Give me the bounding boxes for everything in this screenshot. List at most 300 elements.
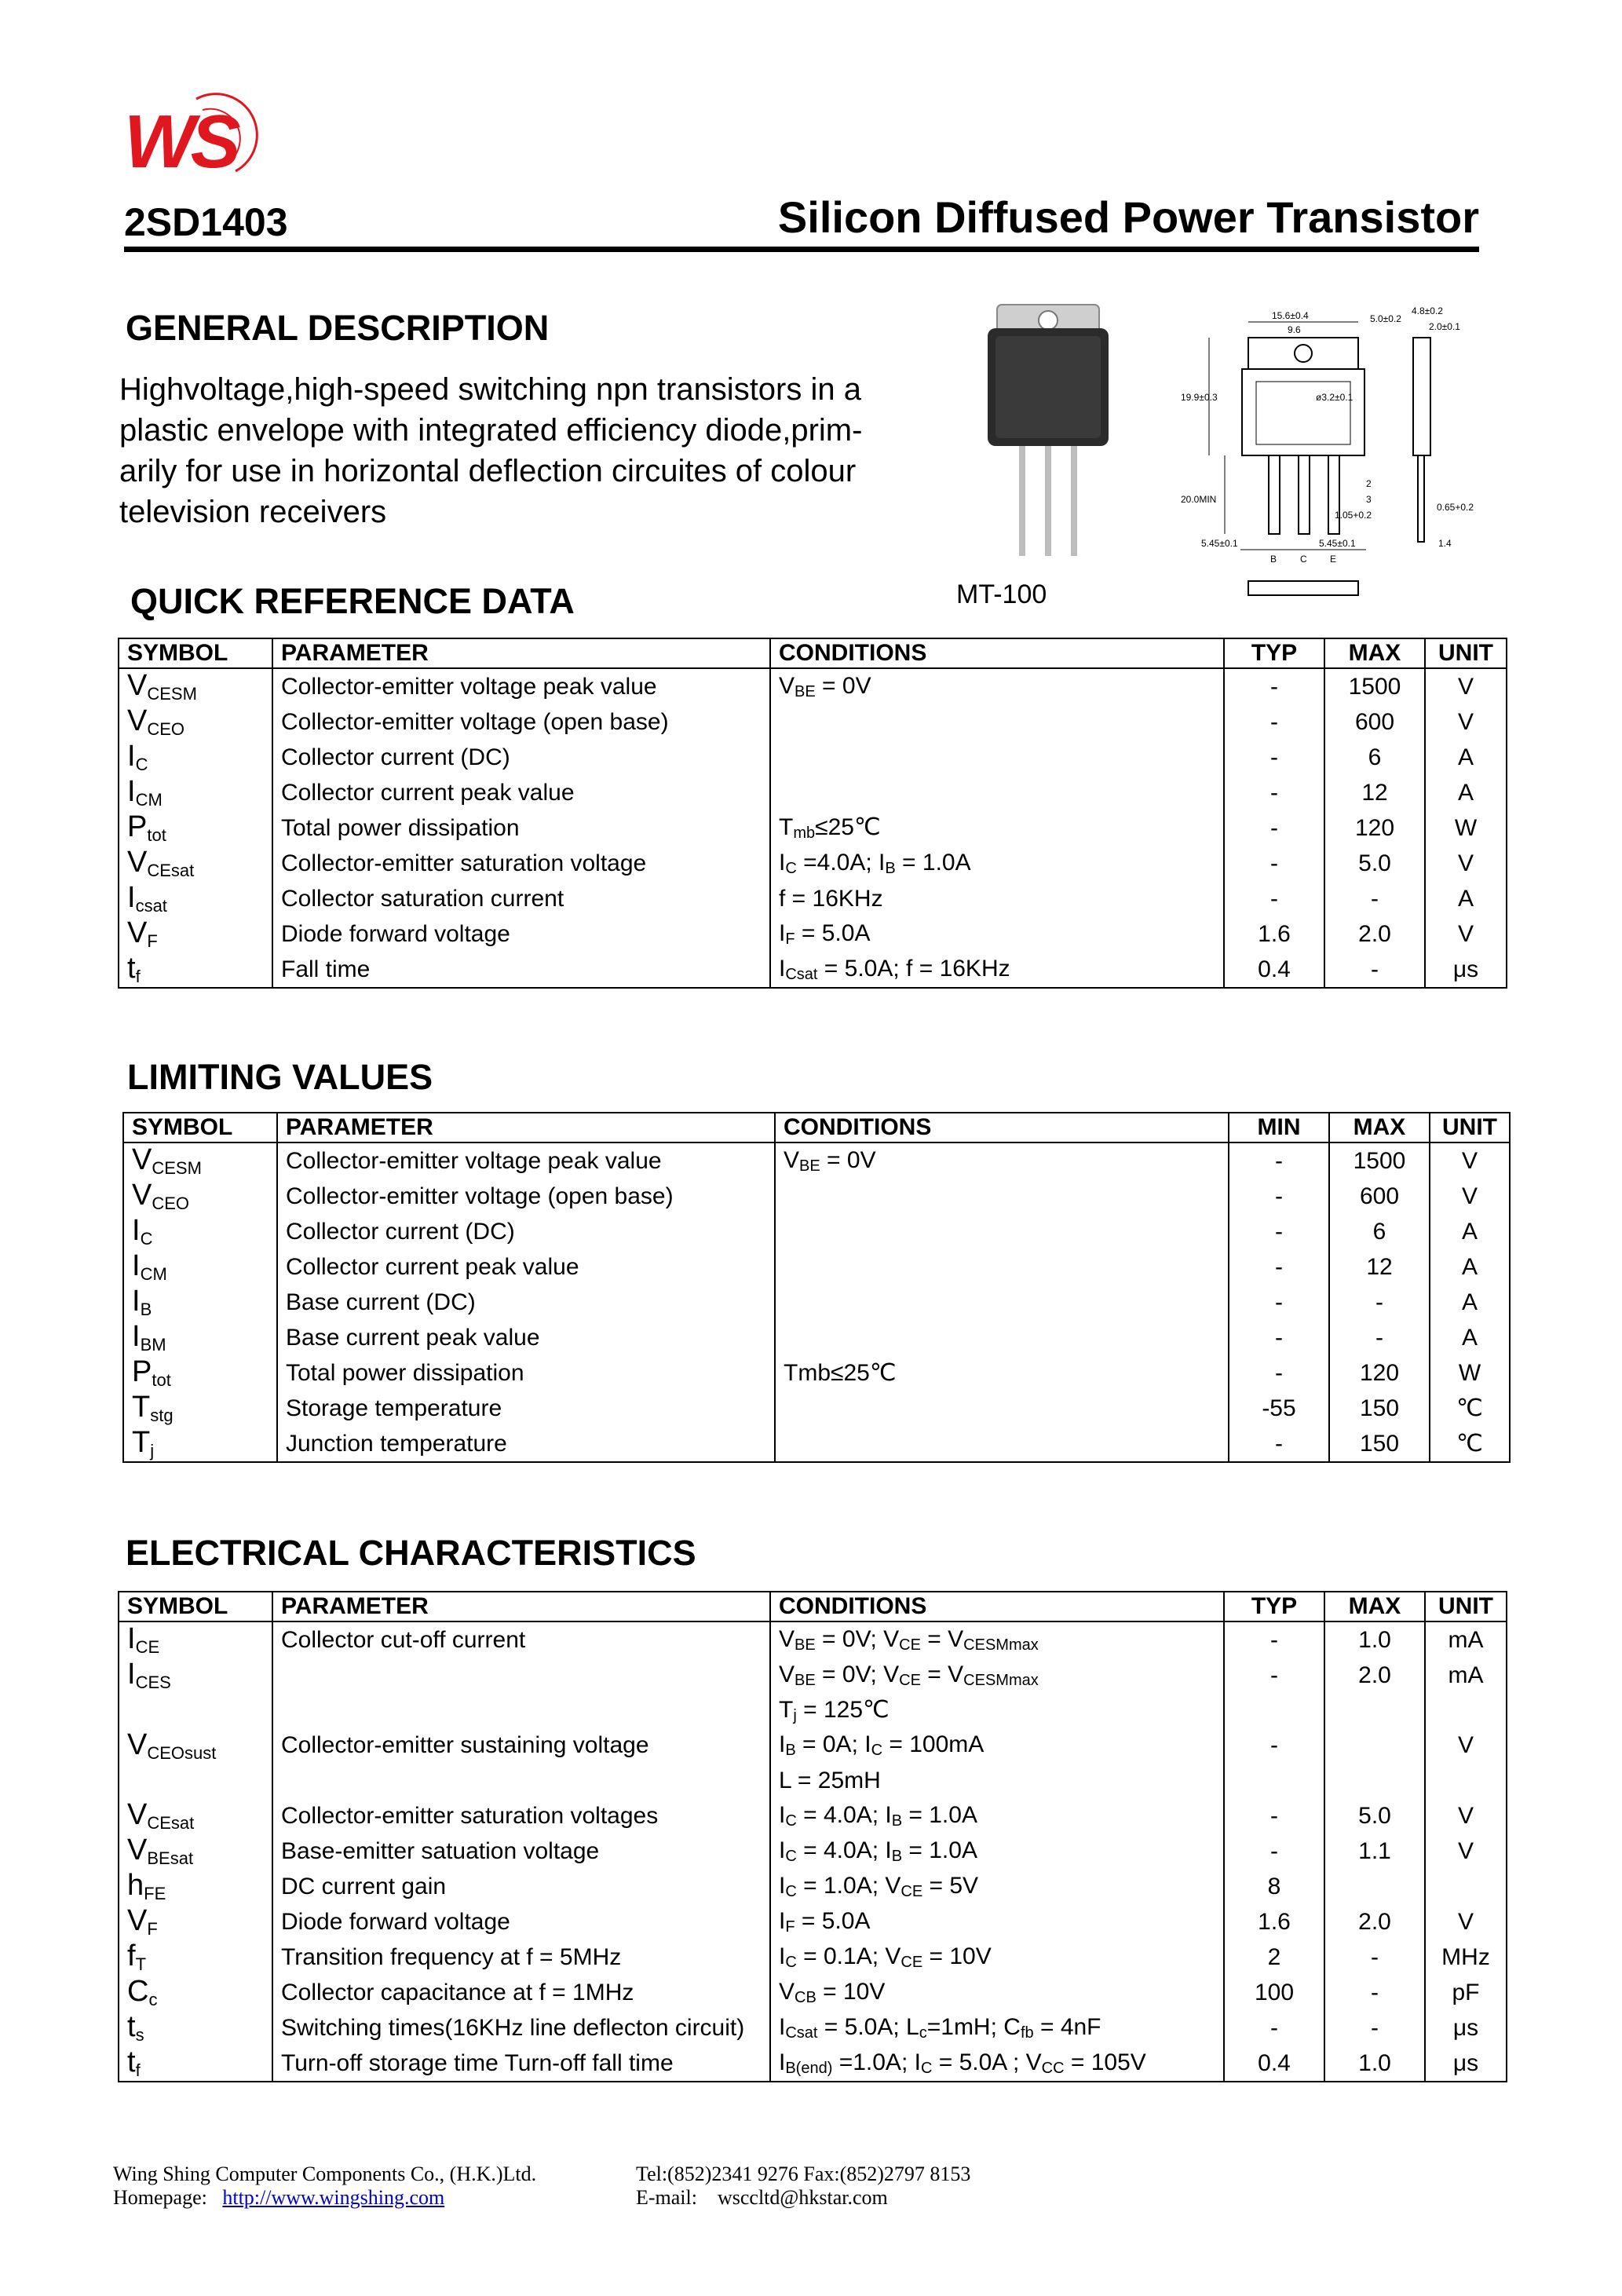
symbol-subscript: BM	[140, 1335, 166, 1355]
conditions-cell: $I_C = 1.0A$; $V_{CE} = 5V$	[770, 1869, 1224, 1904]
symbol-cell	[119, 916, 272, 952]
table-row	[123, 1320, 1510, 1355]
symbol-cell	[123, 1355, 277, 1391]
desc-line: arily for use in horizontal deflection circuites of colour	[119, 454, 857, 488]
max-cell: 600	[1324, 704, 1425, 740]
symbol-subscript: F	[147, 1919, 158, 1939]
symbol-subscript: CE	[135, 1637, 160, 1657]
symbol-cell	[119, 1869, 272, 1904]
max-cell: -	[1324, 881, 1425, 916]
symbol-letter: I	[132, 1249, 141, 1282]
conditions-cell	[770, 775, 1224, 810]
col-header: PARAMETER	[277, 1113, 775, 1143]
symbol-letter: V	[127, 1834, 148, 1866]
dim-label: 1.05+0.2	[1335, 510, 1372, 521]
quick-reference-heading: QUICK REFERENCE DATA	[130, 581, 575, 621]
conditions-cell	[775, 1179, 1229, 1214]
package-photo	[981, 297, 1115, 564]
unit-cell: A	[1425, 881, 1507, 916]
value-cell: -	[1224, 1728, 1324, 1764]
symbol-letter: V	[132, 1179, 152, 1212]
pin-label: E	[1330, 554, 1337, 565]
table-row	[119, 1764, 1507, 1799]
symbol-subscript: CES	[135, 1673, 171, 1692]
parameter-cell: Switching times(16KHz line deflecton circuit)	[272, 2010, 770, 2046]
max-cell	[1324, 1728, 1425, 1764]
unit-cell: μs	[1425, 2010, 1507, 2046]
col-header: TYP	[1224, 1592, 1324, 1621]
max-cell: 1500	[1329, 1143, 1430, 1179]
symbol-cell	[119, 1798, 272, 1834]
table-row	[119, 846, 1507, 881]
col-header: MIN	[1229, 1113, 1329, 1143]
col-header: SYMBOL	[119, 1592, 272, 1621]
unit-cell: W	[1430, 1355, 1510, 1391]
parameter-cell: Base current peak value	[277, 1320, 775, 1355]
package-drawing	[1178, 291, 1492, 605]
conditions-cell: $T_{mb}\le 25℃$	[770, 810, 1224, 846]
max-cell: 2.0	[1324, 916, 1425, 952]
value-cell: -	[1229, 1426, 1329, 1462]
unit-cell: V	[1430, 1143, 1510, 1179]
limiting-values-heading: LIMITING VALUES	[127, 1057, 433, 1097]
col-header: PARAMETER	[272, 1592, 770, 1621]
col-header: TYP	[1224, 638, 1324, 668]
symbol-subscript: csat	[135, 896, 167, 916]
conditions-cell: $T_j$ = 125℃	[770, 1693, 1224, 1728]
pin-label: B	[1270, 554, 1277, 565]
max-cell: 120	[1329, 1355, 1430, 1391]
max-cell: 12	[1324, 775, 1425, 810]
conditions-cell: $I_C =4.0A$; $I_B = 1.0A$	[770, 846, 1224, 881]
symbol-cell	[119, 1693, 272, 1728]
conditions-cell	[770, 704, 1224, 740]
max-cell: -	[1324, 952, 1425, 988]
value-cell	[1224, 1764, 1324, 1799]
table-row	[119, 1693, 1507, 1728]
symbol-cell	[119, 740, 272, 775]
unit-cell	[1425, 1869, 1507, 1904]
desc-line: Highvoltage,high-speed switching npn transistors in a	[119, 372, 861, 407]
conditions-cell: $I_{Csat} = 5.0A$; f = 16KHz	[770, 952, 1224, 988]
symbol-cell	[119, 1764, 272, 1799]
value-cell: 0.4	[1224, 952, 1324, 988]
symbol-subscript: CEO	[147, 719, 185, 739]
symbol-cell	[119, 1904, 272, 1940]
dim-label: 15.6±0.4	[1272, 310, 1309, 321]
email-address: wsccltd@hkstar.com	[717, 2186, 888, 2209]
dim-label: 5.45±0.1	[1201, 538, 1238, 549]
max-cell: 2.0	[1324, 1904, 1425, 1940]
conditions-cell	[775, 1320, 1229, 1355]
table-row	[119, 1621, 1507, 1658]
symbol-letter: V	[127, 1727, 148, 1761]
parameter-cell: Total power dissipation	[277, 1355, 775, 1391]
max-cell: -	[1329, 1320, 1430, 1355]
symbol-cell	[119, 1621, 272, 1658]
conditions-cell: Tmb≤25℃	[775, 1355, 1229, 1391]
symbol-letter: C	[127, 1975, 149, 2008]
parameter-cell: Base-emitter satuation voltage	[272, 1834, 770, 1869]
table-row	[123, 1143, 1510, 1179]
conditions-cell: $I_C = 4.0A$; $I_B = 1.0A$	[770, 1798, 1224, 1834]
symbol-letter: V	[127, 1798, 148, 1831]
symbol-cell	[119, 1728, 272, 1764]
general-description-heading: GENERAL DESCRIPTION	[126, 308, 550, 348]
max-cell	[1324, 1693, 1425, 1728]
parameter-cell: Collector-emitter voltage (open base)	[277, 1179, 775, 1214]
parameter-cell	[272, 1693, 770, 1728]
email-label: E-mail:	[636, 2186, 697, 2209]
dim-label: ø3.2±0.1	[1316, 392, 1353, 403]
conditions-cell: $I_C = 4.0A$; $I_B = 1.0A$	[770, 1834, 1224, 1869]
table-row	[119, 952, 1507, 988]
parameter-cell: Collector-emitter sustaining voltage	[272, 1728, 770, 1764]
table-row	[119, 1904, 1507, 1940]
logo-ring-icon	[188, 93, 259, 179]
unit-cell	[1425, 1764, 1507, 1799]
conditions-cell	[775, 1426, 1229, 1462]
parameter-cell: Collector current peak value	[272, 775, 770, 810]
conditions-cell: $V_{BE} = 0V$; $V_{CE} = V_{CESMmax}$	[770, 1621, 1224, 1658]
symbol-subscript: c	[148, 1990, 158, 2009]
symbol-cell	[119, 775, 272, 810]
value-cell: -	[1229, 1249, 1329, 1285]
unit-cell	[1425, 1693, 1507, 1728]
symbol-subscript: CM	[140, 1264, 167, 1284]
value-cell: 8	[1224, 1869, 1324, 1904]
homepage-label: Homepage:	[113, 2186, 207, 2209]
value-cell: -	[1224, 846, 1324, 881]
symbol-subscript: CEsat	[147, 1813, 195, 1833]
value-cell: -	[1224, 810, 1324, 846]
dim-label: 19.9±0.3	[1181, 392, 1218, 403]
table-row	[119, 1658, 1507, 1693]
table-row	[123, 1355, 1510, 1391]
parameter-cell: Diode forward voltage	[272, 1904, 770, 1940]
value-cell: 100	[1224, 1975, 1324, 2010]
max-cell: 1500	[1324, 668, 1425, 704]
symbol-cell	[119, 810, 272, 846]
symbol-subscript: C	[140, 1229, 153, 1249]
value-cell: -	[1229, 1355, 1329, 1391]
symbol-letter: T	[132, 1426, 151, 1459]
col-header: UNIT	[1425, 638, 1507, 668]
dim-label: 4.8±0.2	[1412, 305, 1443, 316]
table-row	[119, 810, 1507, 846]
max-cell: 1.1	[1324, 1834, 1425, 1869]
max-cell: 5.0	[1324, 1798, 1425, 1834]
col-header: SYMBOL	[119, 638, 272, 668]
table-row	[123, 1426, 1510, 1462]
symbol-subscript: f	[135, 967, 141, 986]
symbol-letter: V	[127, 846, 148, 879]
table-row	[119, 1798, 1507, 1834]
value-cell: -	[1224, 704, 1324, 740]
symbol-letter: V	[127, 916, 148, 949]
symbol-cell	[119, 668, 272, 704]
col-header: PARAMETER	[272, 638, 770, 668]
col-header: MAX	[1329, 1113, 1430, 1143]
unit-cell: A	[1430, 1249, 1510, 1285]
desc-line: plastic envelope with integrated efficiency diode,prim-	[119, 413, 863, 448]
symbol-subscript: s	[135, 2025, 144, 2045]
symbol-letter: P	[127, 810, 148, 843]
unit-cell: V	[1425, 668, 1507, 704]
unit-cell: mA	[1425, 1621, 1507, 1658]
footer-left	[113, 2163, 536, 2210]
symbol-letter: V	[127, 1904, 148, 1937]
value-cell: -	[1224, 1834, 1324, 1869]
conditions-cell: $I_F = 5.0A$	[770, 916, 1224, 952]
symbol-letter: I	[127, 1658, 136, 1691]
symbol-letter: I	[127, 1622, 136, 1655]
symbol-cell	[119, 1940, 272, 1975]
symbol-letter: I	[132, 1285, 141, 1318]
symbol-letter: T	[132, 1391, 151, 1424]
parameter-cell: Total power dissipation	[272, 810, 770, 846]
dim-label: 2	[1366, 478, 1372, 489]
dim-label: 5.45±0.1	[1319, 538, 1356, 549]
symbol-letter: V	[127, 669, 148, 702]
max-cell: 600	[1329, 1179, 1430, 1214]
table-row	[123, 1179, 1510, 1214]
max-cell: 12	[1329, 1249, 1430, 1285]
parameter-cell: Fall time	[272, 952, 770, 988]
table-row	[119, 1940, 1507, 1975]
col-header: MAX	[1324, 1592, 1425, 1621]
table-row	[119, 881, 1507, 916]
parameter-cell: Collector-emitter voltage (open base)	[272, 704, 770, 740]
max-cell: 5.0	[1324, 846, 1425, 881]
col-header: CONDITIONS	[770, 638, 1224, 668]
col-header: UNIT	[1425, 1592, 1507, 1621]
value-cell: -	[1224, 668, 1324, 704]
symbol-subscript: C	[135, 755, 148, 774]
symbol-letter: f	[127, 1940, 136, 1972]
logo-text: WS	[124, 100, 236, 184]
parameter-cell: Junction temperature	[277, 1426, 775, 1462]
electrical-characteristics-heading: ELECTRICAL CHARACTERISTICS	[126, 1533, 696, 1573]
symbol-letter: t	[127, 2046, 136, 2078]
table-row	[119, 668, 1507, 704]
conditions-cell: f = 16KHz	[770, 881, 1224, 916]
conditions-cell: $I_{B(end)} =1.0A$; $I_C = 5.0A$ ; $V_{CC} = 105V$	[770, 2046, 1224, 2082]
pin-label: C	[1300, 554, 1307, 565]
symbol-letter: V	[127, 704, 148, 737]
value-cell: -	[1229, 1179, 1329, 1214]
unit-cell: V	[1425, 1834, 1507, 1869]
conditions-cell	[775, 1285, 1229, 1320]
unit-cell: A	[1430, 1320, 1510, 1355]
col-header: SYMBOL	[123, 1113, 277, 1143]
company-name: Wing Shing Computer Components Co., (H.K.)Ltd.	[113, 2163, 537, 2185]
limiting-values-table	[122, 1112, 1511, 1463]
company-logo	[124, 93, 258, 187]
conditions-cell: $V_{BE} = 0V$	[775, 1143, 1229, 1179]
symbol-subscript: j	[150, 1441, 155, 1461]
table-row	[123, 1391, 1510, 1426]
max-cell: 2.0	[1324, 1658, 1425, 1693]
symbol-subscript: CESM	[147, 684, 197, 704]
parameter-cell: DC current gain	[272, 1869, 770, 1904]
unit-cell: V	[1430, 1179, 1510, 1214]
symbol-subscript: CM	[135, 790, 163, 810]
symbol-letter: t	[127, 2010, 136, 2043]
symbol-subscript: f	[135, 2060, 141, 2080]
max-cell	[1324, 1869, 1425, 1904]
conditions-cell: $I_B = 0A$; $I_C = 100mA$	[770, 1728, 1224, 1764]
conditions-cell: $I_F = 5.0A$	[770, 1904, 1224, 1940]
symbol-letter: V	[132, 1143, 152, 1176]
general-description-text	[119, 369, 944, 532]
unit-cell: μs	[1425, 2046, 1507, 2082]
unit-cell: A	[1430, 1285, 1510, 1320]
symbol-letter: I	[127, 775, 136, 808]
footer-right	[636, 2163, 970, 2210]
table-row	[119, 704, 1507, 740]
unit-cell: V	[1425, 704, 1507, 740]
unit-cell: V	[1425, 1798, 1507, 1834]
conditions-cell: $I_C = 0.1A$; $V_{CE} = 10V$	[770, 1940, 1224, 1975]
parameter-cell: Collector-emitter saturation voltages	[272, 1798, 770, 1834]
quick-reference-table	[118, 638, 1507, 989]
symbol-cell	[119, 952, 272, 988]
value-cell: -	[1224, 1658, 1324, 1693]
parameter-cell: Turn-off storage time Turn-off fall time	[272, 2046, 770, 2082]
max-cell: 6	[1324, 740, 1425, 775]
symbol-subscript: CESM	[152, 1158, 202, 1178]
conditions-cell	[775, 1391, 1229, 1426]
table-row	[119, 1834, 1507, 1869]
max-cell	[1324, 1764, 1425, 1799]
parameter-cell: Collector-emitter voltage peak value	[272, 668, 770, 704]
value-cell: 1.6	[1224, 1904, 1324, 1940]
symbol-subscript: tot	[152, 1370, 171, 1390]
col-header: CONDITIONS	[770, 1592, 1224, 1621]
max-cell: 150	[1329, 1426, 1430, 1462]
symbol-subscript: CEO	[152, 1194, 190, 1213]
symbol-subscript: CEsat	[147, 861, 195, 880]
unit-cell: A	[1425, 775, 1507, 810]
conditions-cell	[775, 1214, 1229, 1249]
max-cell: 6	[1329, 1214, 1430, 1249]
unit-cell: A	[1425, 740, 1507, 775]
unit-cell: W	[1425, 810, 1507, 846]
table-row	[119, 740, 1507, 775]
symbol-cell	[123, 1143, 277, 1179]
dim-label: 20.0MIN	[1181, 494, 1217, 505]
symbol-cell	[119, 1834, 272, 1869]
desc-line: television receivers	[119, 495, 387, 529]
symbol-cell	[123, 1320, 277, 1355]
symbol-subscript: CEOsust	[147, 1742, 217, 1763]
symbol-letter: I	[127, 881, 136, 914]
value-cell: -	[1229, 1285, 1329, 1320]
unit-cell: V	[1425, 1904, 1507, 1940]
col-header: UNIT	[1430, 1113, 1510, 1143]
symbol-cell	[119, 881, 272, 916]
symbol-cell	[119, 2046, 272, 2082]
max-cell: 120	[1324, 810, 1425, 846]
symbol-subscript: FE	[144, 1884, 166, 1903]
max-cell: -	[1324, 1940, 1425, 1975]
conditions-cell	[775, 1249, 1229, 1285]
value-cell: -	[1224, 775, 1324, 810]
value-cell: 1.6	[1224, 916, 1324, 952]
value-cell: -55	[1229, 1391, 1329, 1426]
part-number: 2SD1403	[124, 200, 288, 244]
symbol-letter: P	[132, 1355, 152, 1388]
parameter-cell: Collector saturation current	[272, 881, 770, 916]
dim-label: 3	[1366, 494, 1372, 505]
dim-label: 5.0±0.2	[1370, 313, 1401, 324]
table-row	[123, 1249, 1510, 1285]
parameter-cell: Collector capacitance at f = 1MHz	[272, 1975, 770, 2010]
table-row	[119, 2010, 1507, 2046]
max-cell: 1.0	[1324, 2046, 1425, 2082]
parameter-cell: Collector current peak value	[277, 1249, 775, 1285]
parameter-cell: Collector current (DC)	[277, 1214, 775, 1249]
dim-label: 2.0±0.1	[1429, 321, 1460, 332]
unit-cell: pF	[1425, 1975, 1507, 2010]
value-cell: -	[1229, 1143, 1329, 1179]
symbol-cell	[119, 846, 272, 881]
symbol-subscript: BEsat	[147, 1848, 194, 1868]
symbol-cell	[123, 1426, 277, 1462]
symbol-letter: I	[127, 740, 136, 773]
dim-label: 0.65+0.2	[1437, 502, 1474, 513]
symbol-cell	[119, 2010, 272, 2046]
dim-label: 9.6	[1288, 324, 1301, 335]
table-row	[123, 1285, 1510, 1320]
header-rule	[124, 247, 1479, 252]
symbol-subscript: stg	[150, 1406, 174, 1425]
parameter-cell: Base current (DC)	[277, 1285, 775, 1320]
table-row	[119, 1869, 1507, 1904]
max-cell: -	[1329, 1285, 1430, 1320]
unit-cell: ℃	[1430, 1391, 1510, 1426]
col-header: CONDITIONS	[775, 1113, 1229, 1143]
symbol-cell	[123, 1249, 277, 1285]
table-row	[119, 1728, 1507, 1764]
dim-label: 1.4	[1438, 538, 1452, 549]
parameter-cell: Collector-emitter saturation voltage	[272, 846, 770, 881]
max-cell: 1.0	[1324, 1621, 1425, 1658]
tel-fax: Tel:(852)2341 9276 Fax:(852)2797 8153	[636, 2163, 971, 2185]
table-row	[123, 1214, 1510, 1249]
parameter-cell: Transition frequency at f = 5MHz	[272, 1940, 770, 1975]
unit-cell: μs	[1425, 952, 1507, 988]
table-row	[119, 916, 1507, 952]
unit-cell: ℃	[1430, 1426, 1510, 1462]
conditions-cell: L = 25mH	[770, 1764, 1224, 1799]
value-cell: 2	[1224, 1940, 1324, 1975]
unit-cell: mA	[1425, 1658, 1507, 1693]
symbol-letter: h	[127, 1869, 144, 1902]
conditions-cell: $I_{Csat} = 5.0A$; $L_c=1mH$; $C_{fb} = 4nF$	[770, 2010, 1224, 2046]
parameter-cell: Storage temperature	[277, 1391, 775, 1426]
value-cell: -	[1224, 1621, 1324, 1658]
homepage-link[interactable]: http://www.wingshing.com	[222, 2186, 445, 2209]
unit-cell: V	[1425, 1728, 1507, 1764]
symbol-subscript: tot	[147, 825, 166, 845]
symbol-cell	[123, 1285, 277, 1320]
value-cell: -	[1224, 881, 1324, 916]
value-cell: -	[1224, 740, 1324, 775]
unit-cell: MHz	[1425, 1940, 1507, 1975]
homepage-line	[113, 2186, 536, 2210]
